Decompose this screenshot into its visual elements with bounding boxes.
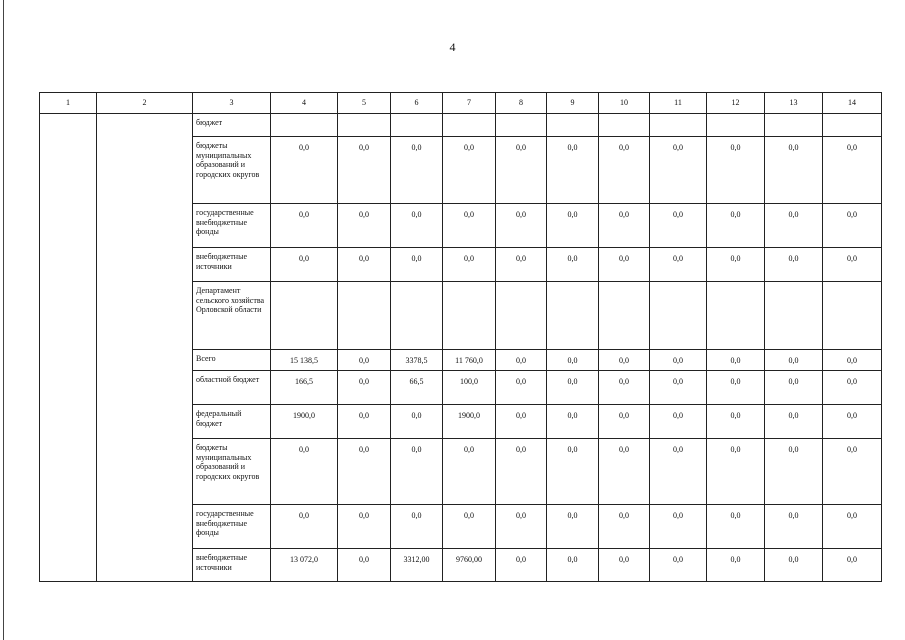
value-cell: 0,0 <box>338 405 391 439</box>
value-cell: 0,0 <box>765 549 823 582</box>
value-cell: 0,0 <box>547 549 599 582</box>
value-cell: 0,0 <box>338 137 391 204</box>
value-cell: 0,0 <box>547 505 599 549</box>
value-cell: 0,0 <box>765 371 823 405</box>
col1-merged-cell <box>40 114 97 582</box>
column-header: 1 <box>40 93 97 114</box>
value-cell: 0,0 <box>650 505 707 549</box>
value-cell: 0,0 <box>391 248 443 282</box>
value-cell <box>823 114 882 137</box>
header-row <box>40 93 882 114</box>
column-header: 2 <box>97 93 193 114</box>
value-cell: 0,0 <box>650 371 707 405</box>
row-label: бюджет <box>193 114 271 137</box>
value-cell: 0,0 <box>707 137 765 204</box>
value-cell: 0,0 <box>823 405 882 439</box>
value-cell: 11 760,0 <box>443 350 496 371</box>
value-cell <box>707 282 765 350</box>
column-header: 10 <box>599 93 650 114</box>
value-cell: 0,0 <box>271 248 338 282</box>
value-cell: 3312,00 <box>391 549 443 582</box>
value-cell: 0,0 <box>650 137 707 204</box>
budget-table <box>39 92 882 582</box>
value-cell <box>547 114 599 137</box>
col2-merged-cell <box>97 114 193 582</box>
value-cell: 1900,0 <box>443 405 496 439</box>
value-cell: 0,0 <box>547 248 599 282</box>
value-cell <box>823 282 882 350</box>
value-cell: 0,0 <box>443 204 496 248</box>
value-cell: 0,0 <box>707 439 765 505</box>
value-cell: 0,0 <box>707 371 765 405</box>
row-label: государственные внебюджетные фонды <box>193 505 271 549</box>
column-header: 13 <box>765 93 823 114</box>
value-cell: 1900,0 <box>271 405 338 439</box>
table-row <box>40 114 882 137</box>
value-cell: 0,0 <box>765 505 823 549</box>
value-cell: 0,0 <box>391 204 443 248</box>
value-cell: 0,0 <box>765 248 823 282</box>
value-cell: 0,0 <box>599 405 650 439</box>
value-cell: 0,0 <box>650 350 707 371</box>
value-cell <box>650 114 707 137</box>
value-cell: 0,0 <box>271 137 338 204</box>
column-header: 5 <box>338 93 391 114</box>
value-cell <box>271 114 338 137</box>
value-cell: 100,0 <box>443 371 496 405</box>
row-label: бюджеты муниципальных образований и городских округов <box>193 137 271 204</box>
value-cell: 0,0 <box>707 405 765 439</box>
value-cell: 0,0 <box>547 350 599 371</box>
value-cell: 0,0 <box>547 371 599 405</box>
value-cell: 0,0 <box>271 439 338 505</box>
value-cell: 0,0 <box>496 549 547 582</box>
value-cell: 0,0 <box>443 439 496 505</box>
value-cell: 0,0 <box>271 204 338 248</box>
value-cell: 0,0 <box>707 505 765 549</box>
value-cell: 0,0 <box>338 350 391 371</box>
value-cell: 0,0 <box>391 137 443 204</box>
value-cell: 0,0 <box>765 405 823 439</box>
value-cell: 0,0 <box>599 137 650 204</box>
value-cell <box>496 282 547 350</box>
value-cell: 0,0 <box>823 350 882 371</box>
row-label: государственные внебюджетные фонды <box>193 204 271 248</box>
value-cell <box>599 114 650 137</box>
value-cell: 0,0 <box>496 505 547 549</box>
value-cell: 0,0 <box>496 371 547 405</box>
value-cell: 3378,5 <box>391 350 443 371</box>
value-cell <box>765 282 823 350</box>
value-cell: 0,0 <box>547 405 599 439</box>
page-number: 4 <box>449 40 456 54</box>
column-header: 9 <box>547 93 599 114</box>
value-cell: 9760,00 <box>443 549 496 582</box>
value-cell: 0,0 <box>496 248 547 282</box>
value-cell <box>443 114 496 137</box>
value-cell: 0,0 <box>599 549 650 582</box>
value-cell: 0,0 <box>599 350 650 371</box>
value-cell: 0,0 <box>599 371 650 405</box>
value-cell: 0,0 <box>338 549 391 582</box>
value-cell: 0,0 <box>707 350 765 371</box>
value-cell: 66,5 <box>391 371 443 405</box>
value-cell: 0,0 <box>496 405 547 439</box>
value-cell: 0,0 <box>650 549 707 582</box>
column-header: 12 <box>707 93 765 114</box>
value-cell: 0,0 <box>707 248 765 282</box>
value-cell: 0,0 <box>823 439 882 505</box>
value-cell: 0,0 <box>650 439 707 505</box>
column-header: 6 <box>391 93 443 114</box>
value-cell <box>547 282 599 350</box>
column-header: 11 <box>650 93 707 114</box>
value-cell: 0,0 <box>547 204 599 248</box>
value-cell <box>391 282 443 350</box>
value-cell <box>271 282 338 350</box>
row-label: бюджеты муниципальных образований и городских округов <box>193 439 271 505</box>
row-label: внебюджетные источники <box>193 549 271 582</box>
value-cell: 0,0 <box>496 350 547 371</box>
value-cell <box>443 282 496 350</box>
column-header: 14 <box>823 93 882 114</box>
value-cell <box>599 282 650 350</box>
scan-margin-line <box>3 0 4 640</box>
value-cell: 0,0 <box>599 248 650 282</box>
value-cell: 0,0 <box>765 204 823 248</box>
value-cell: 0,0 <box>338 204 391 248</box>
value-cell <box>496 114 547 137</box>
value-cell: 0,0 <box>391 405 443 439</box>
value-cell: 0,0 <box>823 549 882 582</box>
value-cell: 0,0 <box>391 505 443 549</box>
value-cell: 0,0 <box>599 505 650 549</box>
value-cell: 0,0 <box>823 371 882 405</box>
value-cell <box>338 282 391 350</box>
column-header: 4 <box>271 93 338 114</box>
value-cell: 0,0 <box>496 137 547 204</box>
value-cell: 15 138,5 <box>271 350 338 371</box>
value-cell: 0,0 <box>599 439 650 505</box>
value-cell: 0,0 <box>765 137 823 204</box>
value-cell: 0,0 <box>823 248 882 282</box>
value-cell: 0,0 <box>496 439 547 505</box>
row-label: областной бюджет <box>193 371 271 405</box>
value-cell <box>765 114 823 137</box>
value-cell: 0,0 <box>443 505 496 549</box>
value-cell: 0,0 <box>338 439 391 505</box>
value-cell: 0,0 <box>338 505 391 549</box>
row-label: Департамент сельского хозяйства Орловской области <box>193 282 271 350</box>
value-cell: 0,0 <box>765 439 823 505</box>
value-cell <box>650 282 707 350</box>
value-cell: 0,0 <box>650 204 707 248</box>
row-label: Всего <box>193 350 271 371</box>
value-cell: 0,0 <box>823 137 882 204</box>
value-cell: 0,0 <box>338 371 391 405</box>
row-label: внебюджетные источники <box>193 248 271 282</box>
value-cell: 0,0 <box>707 549 765 582</box>
value-cell <box>338 114 391 137</box>
row-label: федеральный бюджет <box>193 405 271 439</box>
value-cell <box>391 114 443 137</box>
column-header: 3 <box>193 93 271 114</box>
column-header: 7 <box>443 93 496 114</box>
value-cell: 0,0 <box>547 137 599 204</box>
value-cell: 0,0 <box>823 505 882 549</box>
value-cell <box>707 114 765 137</box>
value-cell: 0,0 <box>599 204 650 248</box>
column-header: 8 <box>496 93 547 114</box>
value-cell: 0,0 <box>443 248 496 282</box>
value-cell: 0,0 <box>650 248 707 282</box>
value-cell: 0,0 <box>765 350 823 371</box>
value-cell: 0,0 <box>443 137 496 204</box>
value-cell: 0,0 <box>391 439 443 505</box>
value-cell: 13 072,0 <box>271 549 338 582</box>
value-cell: 0,0 <box>650 405 707 439</box>
value-cell: 0,0 <box>271 505 338 549</box>
value-cell: 0,0 <box>707 204 765 248</box>
value-cell: 0,0 <box>547 439 599 505</box>
value-cell: 0,0 <box>823 204 882 248</box>
value-cell: 0,0 <box>496 204 547 248</box>
value-cell: 166,5 <box>271 371 338 405</box>
value-cell: 0,0 <box>338 248 391 282</box>
